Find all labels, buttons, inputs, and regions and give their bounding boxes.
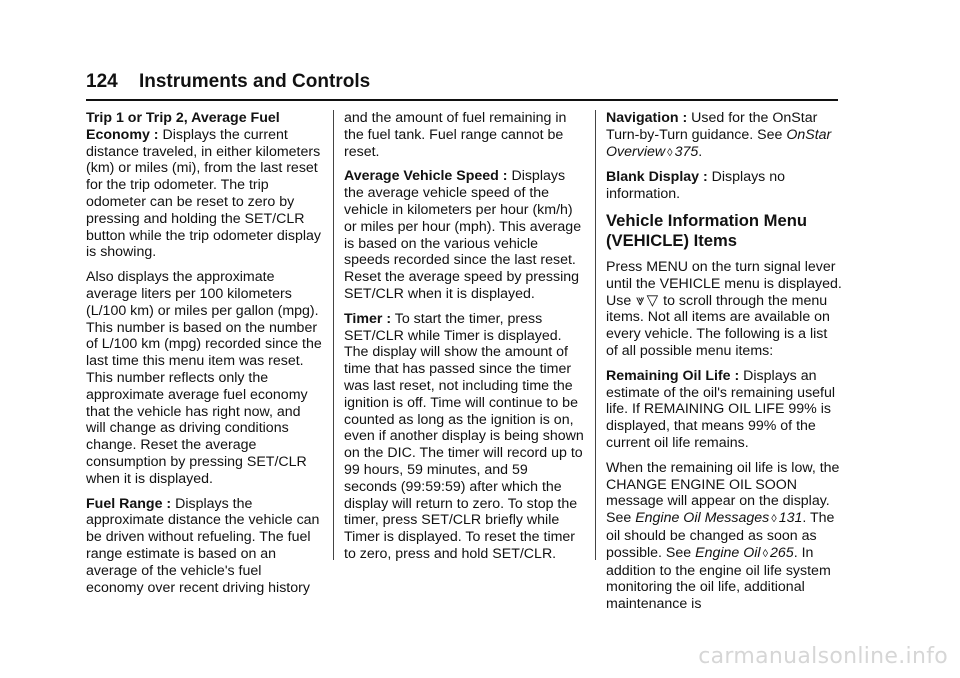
up-arrow-icon: ⩔ bbox=[636, 291, 645, 309]
term-avg-speed: Average Vehicle Speed : bbox=[344, 168, 508, 185]
page-reference-icon: ◊ bbox=[771, 513, 777, 526]
term-trip: Trip 1 or Trip 2, Average Fuel Economy : bbox=[86, 110, 280, 143]
paragraph-fuel-range-cont: and the amount of fuel remaining in the fuel tank. Fuel range cannot be reset. bbox=[344, 110, 567, 160]
paragraph-oil-life bbox=[606, 368, 842, 452]
paragraph-timer bbox=[344, 311, 584, 563]
paragraph-navigation: Navigation : Used for the OnStar Turn-by-Turn guidance. See OnStar Overview ◊ 375. bbox=[606, 110, 832, 160]
column-3 bbox=[606, 110, 842, 621]
link-engine-oil[interactable]: Engine Oil bbox=[695, 544, 761, 561]
text-avg-speed: Displays the average vehicle speed of the vehicle in kilometers per hour (km/h) or miles per hour (mph). This average is based on the various vehicle speeds recorded since the last reset. Reset the average speed by pressing SET/CLR when it is displayed. bbox=[344, 168, 582, 302]
text-oil-life: Displays an estimate of the oil's remaining useful life. If REMAINING OIL LIFE 99% is displayed, that means 99% of the current oil life remains. bbox=[606, 367, 836, 451]
term-fuel-range: Fuel Range : bbox=[86, 495, 172, 512]
paragraph-fuel-range bbox=[86, 496, 322, 597]
text-navigation: Used for the OnStar Turn-by-Turn guidance. See bbox=[606, 110, 818, 143]
text-menu-2: to scroll through the menu items. Not all items are available on every vehicle. The following is a list of all possible menu items: bbox=[606, 292, 830, 359]
link-engine-oil-messages[interactable]: Engine Oil Messages bbox=[635, 510, 770, 527]
text-oil-low-3: . In addition to the engine oil life system monitoring the oil life, additional maintenance is bbox=[606, 544, 831, 613]
column-1 bbox=[86, 110, 322, 604]
column-divider-1 bbox=[333, 110, 334, 560]
paragraph-trip bbox=[86, 110, 322, 261]
page-reference-icon: ◊ bbox=[762, 547, 769, 560]
paragraph-avg-speed bbox=[344, 168, 584, 302]
text-blank-display: Displays no information. bbox=[606, 169, 785, 203]
section-heading-vehicle-menu: Vehicle Information Menu (VEHICLE) Items bbox=[606, 210, 807, 250]
text-oil-low-2: . The oil should be changed as soon as possible. See bbox=[606, 510, 835, 561]
paragraph-also: Also displays the approximate average liters per 100 kilometers (L/100 km) or miles per gallon (mpg). This number is based on the number of L/100 km (mpg) recorded since the last time this menu item was reset. This number reflects only the approximate average fuel economy that the vehicle has right now, and will change as driving conditions change. Reset the average consumption by pressing SET/CLR when it is displayed. bbox=[86, 269, 322, 487]
page-ref-265[interactable]: 265 bbox=[770, 544, 794, 561]
watermark: carmanualsonline.info bbox=[698, 644, 948, 669]
term-navigation: Navigation : bbox=[606, 110, 688, 126]
term-timer: Timer : bbox=[344, 310, 392, 327]
link-onstar-overview[interactable]: OnStar Overview bbox=[606, 126, 832, 160]
page-ref-131[interactable]: 131 bbox=[778, 510, 803, 527]
column-2 bbox=[344, 110, 584, 571]
page-header bbox=[86, 70, 838, 94]
header-rule bbox=[86, 99, 838, 101]
page-reference-icon: ◊ bbox=[667, 146, 673, 159]
page-ref-375[interactable]: 375 bbox=[674, 143, 699, 160]
column-divider-2 bbox=[595, 110, 596, 560]
section-title: Instruments and Controls bbox=[138, 71, 371, 92]
term-blank-display: Blank Display : bbox=[606, 169, 708, 186]
text-oil-low-1: When the remaining oil life is low, the CHANGE ENGINE OIL SOON message will appear on the display. See bbox=[606, 459, 840, 527]
down-arrow-icon: ▽ bbox=[646, 291, 659, 309]
paragraph-menu bbox=[606, 259, 842, 360]
paragraph-blank-display bbox=[606, 169, 842, 203]
term-oil-life: Remaining Oil Life : bbox=[606, 367, 740, 384]
text-trip: Displays the current distance traveled, in either kilometers (km) or miles (mi), from the last reset for the trip odometer. The trip odometer can be reset to zero by pressing and holding the SET/CLR button while the trip odometer display is showing. bbox=[86, 126, 322, 261]
text-timer: To start the timer, press SET/CLR while Timer is displayed. The display will show the amount of time that has passed since the timer was last reset, not including time the ignition is off. Time will continue to be counted as long as the ignition is on, even if another display is being shown on the DIC. The timer will record up to 99 hours, 59 minutes, and 59 seconds (99:59:59) after which the display will return to zero. To stop the timer, press SET/CLR briefly while Timer is displayed. To reset the timer to zero, press and hold SET/CLR. bbox=[344, 310, 584, 562]
text-fuel-range: Displays the approximate distance the vehicle can be driven without refueling. The fuel range estimate is based on an average of the vehicle's fuel economy over recent driving history bbox=[86, 495, 320, 596]
paragraph-oil-low bbox=[606, 460, 842, 613]
page-number: 124 bbox=[86, 71, 118, 92]
text-menu-1: Press MENU on the turn signal lever until the VEHICLE menu is displayed. Use bbox=[606, 258, 842, 309]
